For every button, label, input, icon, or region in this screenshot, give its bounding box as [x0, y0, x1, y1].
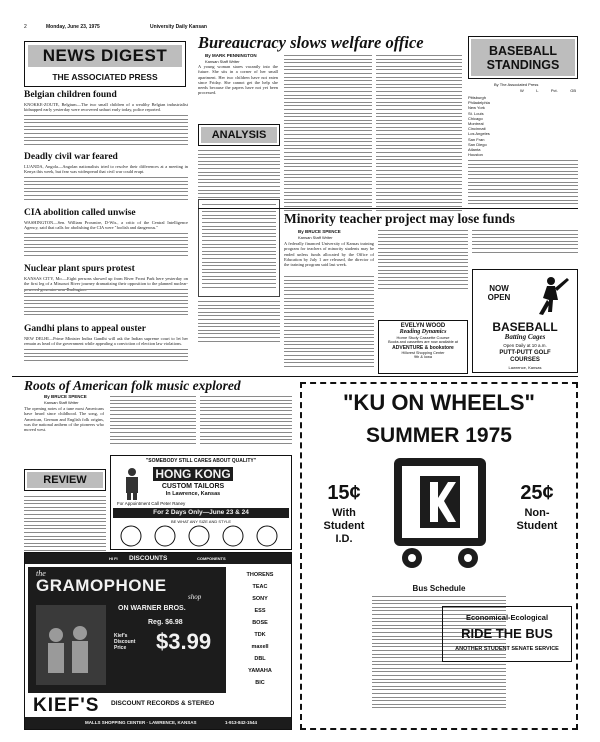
senate-service-label: ANOTHER STUDENT SENATE SERVICE [455, 646, 559, 652]
gramophone-panel [28, 567, 226, 693]
kiefs-footer [25, 717, 291, 729]
evelyn-line5: 9th & Iowa [414, 355, 432, 360]
brand-name: YAMAHA [248, 668, 272, 674]
welfare-column-1b [198, 301, 280, 344]
standings-row: Los Angeles [468, 131, 490, 137]
story-headline: Nuclear plant spurs protest [24, 264, 135, 274]
review-label: REVIEW [43, 474, 87, 486]
brand-name: DBL [254, 656, 266, 662]
section-divider [198, 208, 578, 209]
welfare-column-3 [376, 55, 462, 213]
minority-column-3 [472, 230, 578, 255]
story-body-text [24, 289, 188, 318]
page-number: 2 [24, 24, 27, 30]
baseball-player-icon [525, 274, 573, 318]
folk-column-3 [200, 396, 292, 446]
welfare-column-2 [284, 55, 372, 213]
minority-column-2 [378, 230, 468, 291]
brand-name: TDK [254, 632, 266, 638]
album-art-icon [36, 605, 106, 685]
brand-name: ESS [254, 608, 266, 614]
ku-bus-title: "KU ON WHEELS" [343, 390, 535, 415]
folk-headline: Roots of American folk music explored [24, 378, 241, 393]
gramophone-shop: shop [188, 593, 202, 601]
standings-source: By The Associated Press [494, 82, 539, 87]
brand-name: SONY [252, 596, 268, 602]
minority-byline-role: Kansan Staff Writer [298, 235, 333, 240]
batting-hours: Open Daily at 10 a.m. [503, 343, 547, 348]
ride-the-bus-label: RIDE THE BUS [461, 626, 553, 641]
evelyn-line2: Home Study Cassette Course [396, 335, 450, 340]
analysis-label: ANALYSIS [211, 129, 267, 141]
brand-name: maxell [251, 644, 269, 650]
news-digest-title-bar [28, 45, 182, 67]
standings-col-pct: Pct. [550, 88, 558, 93]
kiefs-address: MALLS SHOPPING CENTER · LAWRENCE, KANSAS [85, 720, 197, 725]
story-lead: KANSAS CITY, Mo.—Eight persons showed up from River Front Park here yesterday on the first leg of a Missouri River journey dramatizing their opposition to the planned nuclear- [24, 276, 188, 287]
ku-bus-summer: SUMMER 1975 [366, 424, 512, 447]
batting-title: BASEBALL [492, 320, 558, 334]
kiefs-sale-price: $3.99 [156, 629, 212, 654]
non-student-price: 25¢ [520, 482, 554, 504]
news-digest-subtitle: THE ASSOCIATED PRESS [52, 71, 158, 82]
kiefs-ad[interactable] [24, 552, 292, 730]
student-label-3: I.D. [335, 533, 353, 545]
evelyn-line1: Reading Dynamics [399, 329, 447, 335]
standings-row: San Diego [468, 141, 487, 147]
brand-name: BIC [255, 680, 265, 686]
minority-byline: By BRUCE SPENCE [298, 229, 341, 234]
story-body-text [24, 349, 188, 363]
hong-kong-tailors-ad[interactable] [110, 455, 292, 550]
standings-col-gb: GB [570, 88, 576, 93]
standings-title: BASEBALL STANDINGS [486, 43, 560, 72]
folk-lead: The opening notes of a tune most Americans have heard since childhood. The song, of American, German and English folk origins, was the national anthem of the pioneers who moved west. [24, 406, 104, 433]
standings-row: Cincinnati [468, 126, 486, 132]
brand-name: TEAC [252, 584, 268, 590]
story-body-text [24, 233, 188, 258]
kiefs-name: KIEF'S [33, 695, 100, 716]
story-headline: CIA abolition called unwise [24, 208, 136, 218]
folk-column-2 [110, 396, 196, 446]
batting-subtitle: Batting Cages [504, 333, 546, 341]
ku-bus-logo-icon [388, 454, 492, 572]
page-date: Monday, June 23, 1975 [46, 24, 100, 30]
non-student-label-2: Student [516, 520, 558, 532]
kiefs-sub: DISCOUNT RECORDS & STEREO [111, 700, 215, 707]
welfare-byline: By MARK PENNINGTON [205, 53, 257, 58]
story-lead: WASHINGTON—Sen. William Proxmire, D-Wis., a critic of the Central Intelligence Agency, said that calls for abolishing the CIA were "foolish and dangerous." [24, 220, 188, 231]
standings-row: Houston [468, 152, 483, 158]
bus-schedule-title: Bus Schedule [412, 584, 466, 593]
non-student-label-1: Non- [524, 507, 550, 519]
standings-col-l: L [536, 88, 539, 93]
brand-list [231, 569, 289, 689]
standings-table [468, 88, 578, 206]
analysis-box [198, 124, 280, 146]
kiefs-hi-label: HI FI [109, 556, 118, 561]
hk-city: In Lawrence, Kansas [165, 491, 221, 497]
paper-name: University Daily Kansan [150, 24, 207, 30]
evelyn-name: EVELYN WOOD [400, 323, 446, 329]
story-lead: LUANDA, Angola—Angolan nationalists tried to resolve their differences at a meeting in Kenya this week, but fear was widespread that civil war could erupt. [24, 164, 188, 175]
standings-header [520, 88, 576, 93]
story-body-text [24, 115, 188, 147]
minority-lead: A federally financed University of Kansas training program for teachers of minority students may be ended unless funds allocated by the Office of Education by July 1 are released, the director of the training program said last week. [284, 241, 374, 268]
section-divider [12, 376, 578, 377]
ride-the-bus-box [442, 606, 572, 662]
hk-tailors: CUSTOM TAILORS [161, 483, 225, 490]
welfare-lead: A young woman stares vacantly into the future. She sits in a corner of her small apartment. Her two children have not eaten since Friday. She cannot get the help she needs because the papers have not yet been processed. [198, 64, 278, 96]
student-label-1: With [332, 507, 356, 519]
folk-byline: By BRUCE SPENCE [44, 394, 87, 399]
standings-row: New York [468, 105, 485, 111]
minority-column-1 [284, 276, 374, 369]
kiefs-components-label: COMPONENTS [197, 556, 226, 561]
hk-price-circles [117, 524, 287, 548]
evelyn-line3: Books and cassettes are now available at [388, 340, 458, 344]
economical-label: Economical-Ecological [465, 613, 549, 622]
evelyn-line4: Hillcrest Shopping Center [401, 351, 445, 356]
hk-quality-line: "SOMEBODY STILL CARES ABOUT QUALITY" [145, 458, 257, 464]
baseball-standings-banner [468, 36, 578, 79]
review-label-bar [27, 472, 103, 488]
hk-offer: BE WHAT ANY SIZE AND STYLE [170, 519, 232, 524]
standings-rows [468, 95, 578, 157]
evelyn-wood-ad[interactable] [378, 320, 468, 374]
welfare-table [198, 199, 280, 297]
standings-row: Philadelphia [468, 100, 490, 106]
story-headline: Belgian children found [24, 90, 117, 100]
hk-appointment: For Appointment Call Peter Raney [117, 501, 186, 506]
story-body-text [24, 177, 188, 202]
review-box [24, 469, 106, 491]
warner-bros-label: ON WARNER BROS. [118, 605, 186, 612]
welfare-table-rows [202, 204, 276, 290]
batting-cages-ad[interactable] [472, 269, 578, 373]
brand-name: THORENS [246, 572, 274, 578]
standings-row: Chicago [468, 115, 483, 121]
masthead [12, 24, 588, 32]
story-headline: Gandhi plans to appeal ouster [24, 324, 146, 334]
standings-row: Pittsburgh [468, 95, 487, 100]
analysis-label-bar [201, 127, 277, 143]
tailor-figure-icon [117, 466, 147, 500]
standings-row: San Fran [468, 136, 485, 142]
minority-headline: Minority teacher project may lose funds [284, 211, 515, 226]
ku-on-wheels-ad[interactable] [300, 382, 578, 730]
story-lead: NEW DELHI—Prime Minister Indira Gandhi will ask the Indian supreme court to let her remain as head of the government while appealing a conviction of election law violations. [24, 336, 188, 347]
brand-name: BOSE [252, 620, 268, 626]
folk-column-1 [24, 496, 106, 561]
kiefs-discounts-label: DISCOUNTS [129, 555, 168, 562]
welfare-column-1 [198, 150, 280, 200]
student-price: 15¢ [327, 482, 361, 504]
evelyn-store: ADVENTURE & bookstore [392, 345, 454, 352]
standings-other-league [468, 160, 578, 207]
standings-title-bar [471, 39, 575, 76]
story-headline: Deadly civil war feared [24, 152, 118, 162]
putt-putt-label: PUTT-PUTT GOLF COURSES [499, 350, 551, 363]
now-open-label: NOW OPEN [487, 284, 511, 302]
news-digest-subtitle-bar [28, 69, 182, 84]
kiefs-phone: 1-913-842-1544 [225, 720, 258, 725]
kiefs-reg-price: Reg. $6.98 [148, 619, 183, 626]
hk-days: For 2 Days Only—June 23 & 24 [113, 508, 289, 518]
news-digest-banner [24, 41, 186, 87]
gramophone-the: the [36, 569, 46, 578]
kiefs-price-label: Kief's Discount Price [114, 633, 136, 651]
standings-row: Atlanta [468, 147, 481, 153]
student-label-2: Student [323, 520, 365, 532]
kiefs-discounts-bar [25, 553, 291, 564]
gramophone-title: GRAMOPHONE [36, 576, 167, 595]
folk-byline-role: Kansan Staff Writer [44, 400, 79, 405]
welfare-byline-role: Kansan Staff Writer [205, 59, 240, 64]
story-lead: KNOKKE-ZOUTE, Belgium—The two small children of a wealthy Belgian industrialist kidnapped early yesterday were recovered unhurt early today, police reported. [24, 102, 188, 113]
standings-col-w: W [520, 88, 524, 93]
hk-name: HONG KONG [153, 467, 233, 481]
news-digest-title: NEWS DIGEST [42, 46, 168, 65]
standings-row: St. Louis [468, 110, 484, 116]
batting-city: Lawrence, Kansas [508, 365, 542, 370]
standings-row: Montreal [468, 121, 484, 127]
welfare-headline: Bureaucracy slows welfare office [198, 33, 424, 52]
